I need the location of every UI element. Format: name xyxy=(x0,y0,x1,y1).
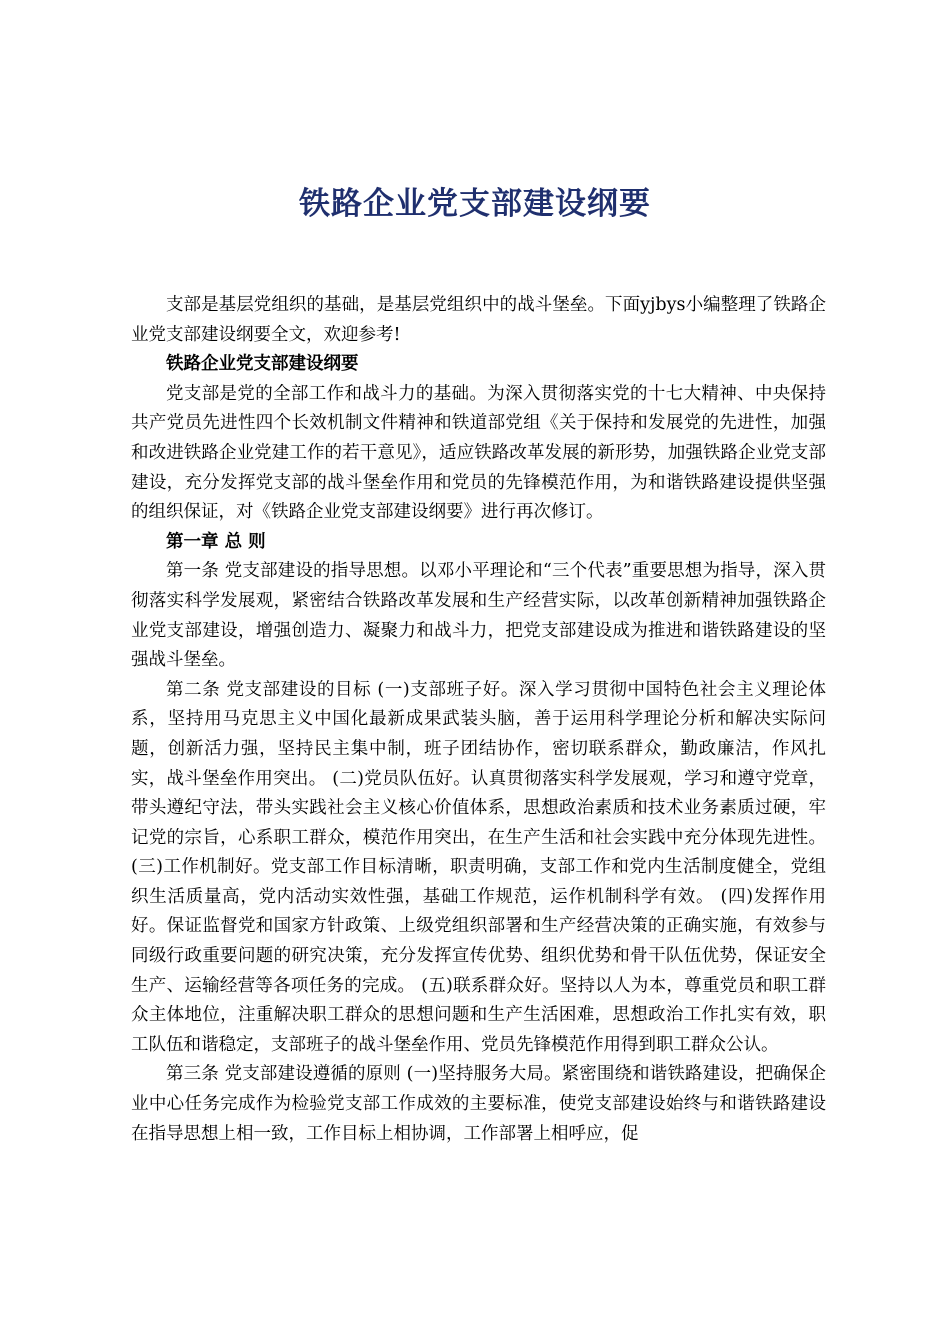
article-3-paragraph: 第三条 党支部建设遵循的原则 (一)坚持服务大局。紧密围绕和谐铁路建设，把确保企业中心任务完成作为检验党支部工作成效的主要标准，使党支部建设始终与和谐铁路建设在指导思想上相一致，工作目标上相协调，工作部署上相呼应，促 xyxy=(131,1064,826,1144)
chapter-heading: 第一章 总 则 xyxy=(166,531,266,552)
preamble-paragraph: 党支部是党的全部工作和战斗力的基础。为深入贯彻落实党的十七大精神、中央保持共产党员先进性四个长效机制文件精神和铁道部党组《关于保持和发展党的先进性，加强和改进铁路企业党建工作的若干意见》，适应铁路改革发展的新形势，加强铁路企业党支部建设，充分发挥党支部的战斗堡垒作用和党员的先锋模范作用，为和谐铁路建设提供坚强的组织保证，对《铁路企业党支部建设纲要》进行再次修订。 xyxy=(131,383,826,523)
intro-paragraph: 支部是基层党组织的基础，是基层党组织中的战斗堡垒。下面yjbys小编整理了铁路企业党支部建设纲要全文，欢迎参考! xyxy=(131,295,826,345)
article-1-paragraph: 第一条 党支部建设的指导思想。以邓小平理论和“三个代表”重要思想为指导，深入贯彻落实科学发展观，紧密结合铁路改革发展和生产经营实际，以改革创新精神加强铁路企业党支部建设，增强创造力、凝聚力和战斗力，把党支部建设成为推进和谐铁路建设的坚强战斗堡垒。 xyxy=(131,561,826,671)
article-2-paragraph: 第二条 党支部建设的目标 (一)支部班子好。深入学习贯彻中国特色社会主义理论体系，坚持用马克思主义中国化最新成果武装头脑，善于运用科学理论分析和解决实际问题，创新活力强，坚持民主集中制，班子团结协作，密切联系群众，勤政廉洁，作风扎实，战斗堡垒作用突出。 (二)党员队伍好。认真贯彻落实科学发展观，学习和遵守党章，带头遵纪守法，带头实践社会主义核心价值体系，思想政治素质和技术业务素质过硬，牢记党的宗旨，心系职工群众，模范作用突出，在生产生活和社会实践中充分体现先进性。 (三)工作机制好。党支部工作目标清晰，职责明确，支部工作和党内生活制度健全，党组织生活质量高，党内活动实效性强，基础工作规范，运作机制科学有效。 (四)发挥作用好。保证监督党和国家方针政策、上级党组织部署和生产经营决策的正确实施，有效参与同级行政重要问题的研究决策，充分发挥宣传优势、组织优势和骨干队伍优势，保证安全生产、运输经营等各项任务的完成。 (五)联系群众好。坚持以人为本，尊重党员和职工群众主体地位，注重解决职工群众的思想问题和生产生活困难，思想政治工作扎实有效，职工队伍和谐稳定，支部班子的战斗堡垒作用、党员先锋模范作用得到职工群众公认。 xyxy=(131,679,826,1055)
section-heading: 铁路企业党支部建设纲要 xyxy=(166,354,359,375)
document-title: 铁路企业党支部建设纲要 xyxy=(299,186,651,222)
document-body xyxy=(131,291,826,1149)
